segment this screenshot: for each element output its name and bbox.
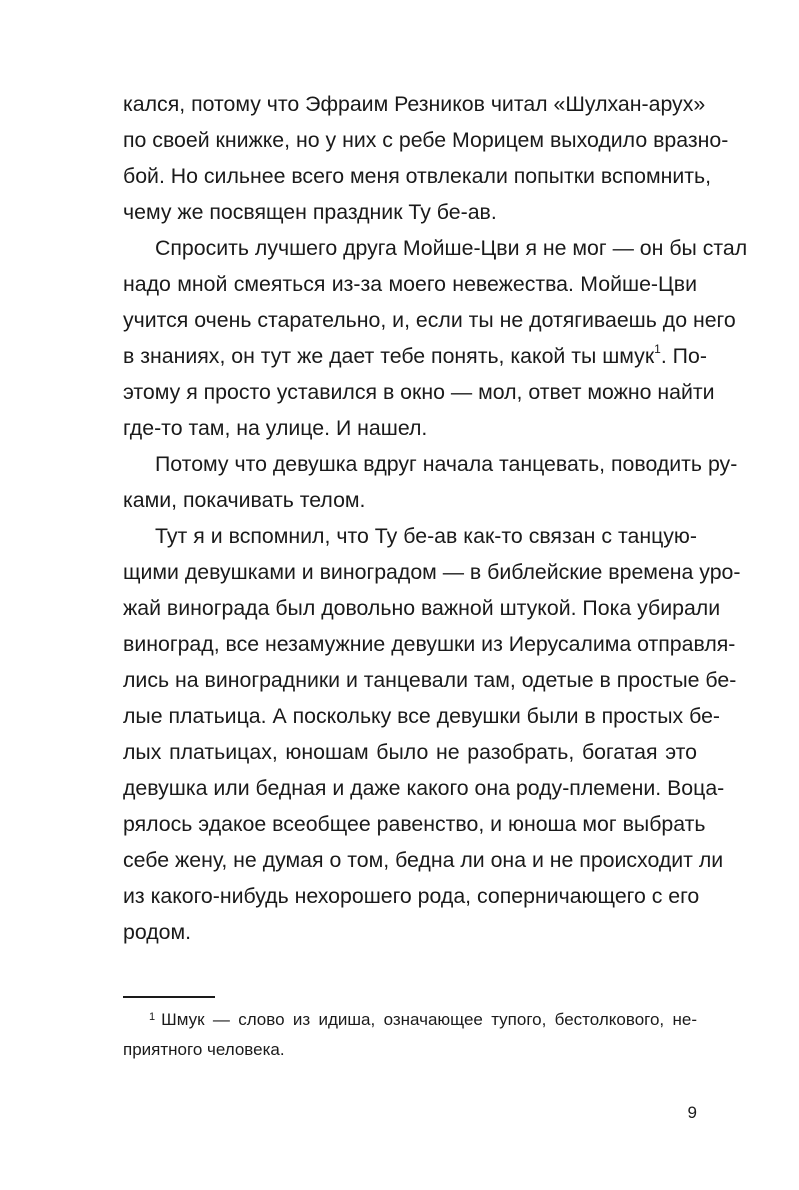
text-line: надо мной смеяться из-за моего невежества. Мойше-Цви <box>123 272 697 296</box>
text-line: этому я просто уставился в окно — мол, ответ можно найти <box>123 380 715 404</box>
footnote-number: 1 <box>149 1011 156 1023</box>
text-line: девушка или бедная и даже какого она роду-племени. Воца- <box>123 776 725 800</box>
text-line: кался, потому что Эфраим Резников читал «Шулхан-арух» <box>123 92 706 116</box>
text-line-with-footnote <box>123 338 707 374</box>
paragraph-first-line: Спросить лучшего друга Мойше-Цви я не мог — он бы стал <box>155 236 748 260</box>
footnote-reference[interactable]: 1 <box>654 341 661 356</box>
text-line: виноград, все незамужние девушки из Иерусалима отправля- <box>123 632 736 656</box>
paragraph-first-line: Потому что девушка вдруг начала танцевать, поводить ру- <box>155 452 738 476</box>
page-number: 9 <box>687 1103 697 1122</box>
text-segment: . По- <box>660 344 707 368</box>
text-segment: в знаниях, он тут же дает тебе понять, какой ты шмук <box>123 344 655 368</box>
text-line: лись на виноградники и танцевали там, одетые в простые бе- <box>123 668 737 692</box>
text-line: из какого-нибудь нехорошего рода, соперничающего с его <box>123 884 700 908</box>
footnote-line: Шмук — слово из идиша, означающее тупого, бестолкового, не- <box>161 1010 697 1029</box>
text-line: лые платьица. А поскольку все девушки были в простых бе- <box>123 704 721 728</box>
text-line: щими девушками и виноградом — в библейские времена уро- <box>123 560 741 584</box>
text-line: жай винограда был довольно важной штукой. Пока убирали <box>123 596 721 620</box>
text-line: чему же посвящен праздник Ту бе-ав. <box>123 200 497 224</box>
text-line: ками, покачивать телом. <box>123 488 366 512</box>
text-line: родом. <box>123 920 192 944</box>
paragraph-first-line: Тут я и вспомнил, что Ту бе-ав как-то связан с танцую- <box>155 524 697 548</box>
footnote-text <box>149 1005 697 1035</box>
text-line: лых платьицах, юношам было не разобрать, богатая это <box>123 740 697 764</box>
text-line: бой. Но сильнее всего меня отвлекали попытки вспомнить, <box>123 164 712 188</box>
text-line: учится очень старательно, и, если ты не дотягиваешь до него <box>123 308 736 332</box>
text-line: себе жену, не думая о том, бедна ли она и не происходит ли <box>123 848 724 872</box>
text-line: где-то там, на улице. И нашел. <box>123 416 428 440</box>
text-line: рялось эдакое всеобщее равенство, и юноша мог выбрать <box>123 812 706 836</box>
footnote-divider <box>123 996 215 998</box>
footnote-line: приятного человека. <box>123 1040 285 1059</box>
text-line: по своей книжке, но у них с ребе Морицем выходило вразно- <box>123 128 729 152</box>
